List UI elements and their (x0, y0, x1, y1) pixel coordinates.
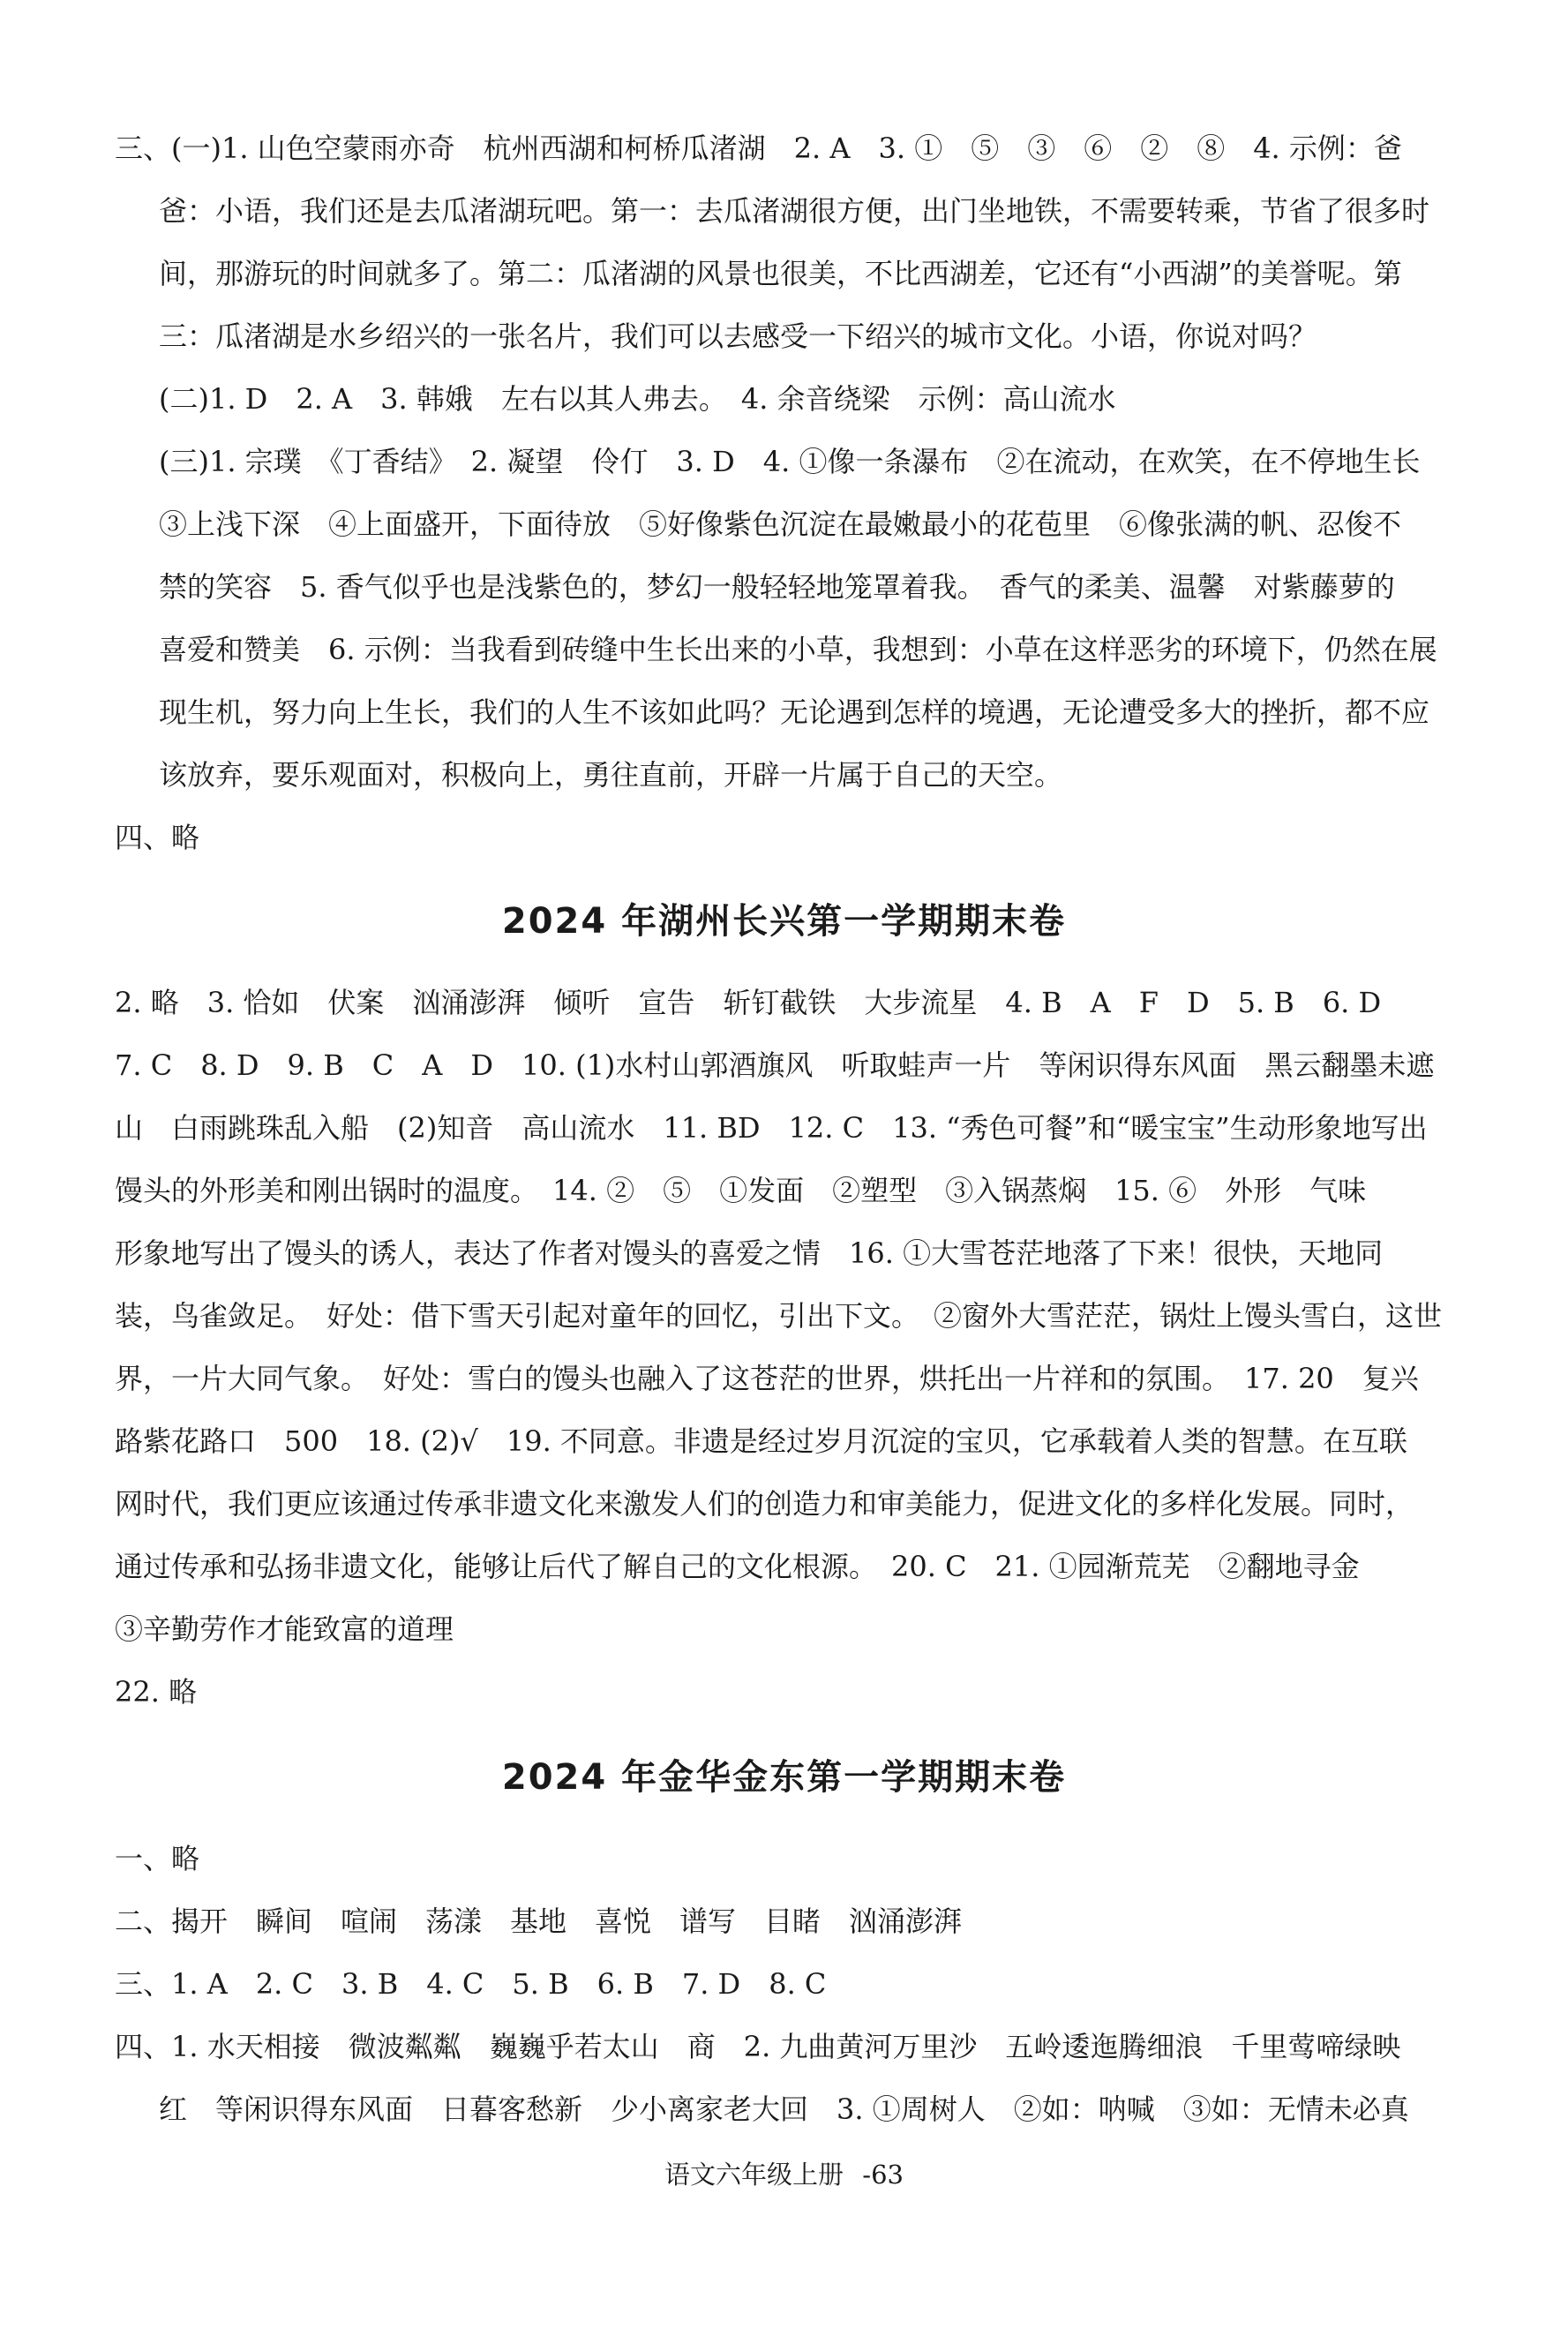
text-line: 现生机，努力向上生长，我们的人生不该如此吗？无论遇到怎样的境遇，无论遭受多大的挫折，都不应 (159, 695, 1430, 729)
text-line: 禁的笑容 5. 香气似乎也是浅紫色的，梦幻一般轻轻地笼罩着我。 香气的柔美、温馨 对紫藤萝的 (159, 570, 1395, 604)
text-line: 22. 略 (115, 1675, 198, 1709)
text-line: ③辛勤劳作才能致富的道理 (115, 1612, 454, 1646)
text-line: 装，鸟雀敛足。 好处：借下雪天引起对童年的回忆，引出下文。 ②窗外大雪茫茫，锅灶上馒头雪白，这世 (115, 1299, 1443, 1333)
text-line: 三：瓜渚湖是水乡绍兴的一张名片，我们可以去感受一下绍兴的城市文化。小语，你说对吗？ (159, 319, 1317, 353)
section-title: 2024 年湖州长兴第一学期期末卷 (501, 901, 1067, 942)
text-line: 三、(一)1. 山色空蒙雨亦奇 杭州西湖和柯桥瓜渚湖 2. A 3. ① ⑤ ③ ⑥ ② ⑧ 4. 示例：爸 (115, 131, 1402, 165)
text-line: 形象地写出了馒头的诱人，表达了作者对馒头的喜爱之情 16. ①大雪苍茫地落了下来！很快，天地同 (115, 1236, 1384, 1270)
text-line: (二)1. D 2. A 3. 韩娥 左右以其人弗去。 4. 余音绕梁 示例：高山流水 (159, 382, 1116, 416)
text-line: 二、揭开 瞬间 喧闹 荡漾 基地 喜悦 谱写 目睹 汹涌澎湃 (115, 1905, 963, 1938)
page-footer (0, 2157, 1568, 2192)
text-line: 路紫花路口 500 18. (2)√ 19. 不同意。非遗是经过岁月沉淀的宝贝，它承载着人类的智慧。在互联 (115, 1424, 1407, 1458)
text-line: 三、1. A 2. C 3. B 4. C 5. B 6. B 7. D 8. C (115, 1967, 827, 2001)
text-line: 该放弃，要乐观面对，积极向上，勇往直前，开辟一片属于自己的天空。 (159, 758, 1063, 792)
text-line: 通过传承和弘扬非遗文化，能够让后代了解自己的文化根源。 20. C 21. ①园渐荒芜 ②翻地寻金 (115, 1550, 1360, 1583)
text-line: 馒头的外形美和刚出锅时的温度。 14. ② ⑤ ①发面 ②塑型 ③入锅蒸焖 15. ⑥ 外形 气味 (115, 1174, 1367, 1207)
text-line: 四、1. 水天相接 微波粼粼 巍巍乎若太山 商 2. 九曲黄河万里沙 五岭逶迤腾细浪 千里莺啼绿映 (115, 2030, 1401, 2063)
text-line: 间，那游玩的时间就多了。第二：瓜渚湖的风景也很美，不比西湖差，它还有“小西湖”的美誉呢。第 (159, 257, 1402, 290)
footer-label: 语文六年级上册 (664, 2160, 844, 2190)
text-line: 一、略 (115, 1842, 200, 1875)
text-line: 2. 略 3. 恰如 伏案 汹涌澎湃 倾听 宣告 斩钉截铁 大步流星 4. B A F D 5. B 6. D (115, 986, 1382, 1019)
text-line: 四、略 (115, 821, 200, 854)
page-number: -63 (862, 2160, 904, 2190)
text-line: 网时代，我们更应该通过传承非遗文化来激发人们的创造力和审美能力，促进文化的多样化发展。同时， (115, 1487, 1414, 1521)
text-line: 红 等闲识得东风面 日暮客愁新 少小离家老大回 3. ①周树人 ②如：呐喊 ③如：无情未必真 (159, 2092, 1409, 2126)
text-line: (三)1. 宗璞 《丁香结》 2. 凝望 伶仃 3. D 4. ①像一条瀑布 ②在流动，在欢笑，在不停地生长 (159, 445, 1421, 478)
text-line: 爸：小语，我们还是去瓜渚湖玩吧。第一：去瓜渚湖很方便，出门坐地铁，不需要转乘，节省了很多时 (159, 194, 1430, 228)
text-line: 山 白雨跳珠乱入船 (2)知音 高山流水 11. BD 12. C 13. “秀色可餐”和“暖宝宝”生动形象地写出 (115, 1111, 1428, 1145)
text-line: 7. C 8. D 9. B C A D 10. (1)水村山郭酒旗风 听取蛙声一片 等闲识得东风面 黑云翻墨未遮 (115, 1048, 1435, 1082)
text-line: ③上浅下深 ④上面盛开，下面待放 ⑤好像紫色沉淀在最嫩最小的花苞里 ⑥像张满的帆、忍俊不 (159, 507, 1402, 541)
text-line: 界，一片大同气象。 好处：雪白的馒头也融入了这苍茫的世界，烘托出一片祥和的氛围。 17. 20 复兴 (115, 1362, 1419, 1395)
section-title: 2024 年金华金东第一学期期末卷 (501, 1757, 1067, 1798)
text-line: 喜爱和赞美 6. 示例：当我看到砖缝中生长出来的小草，我想到：小草在这样恶劣的环境下，仍然在展 (159, 633, 1437, 666)
